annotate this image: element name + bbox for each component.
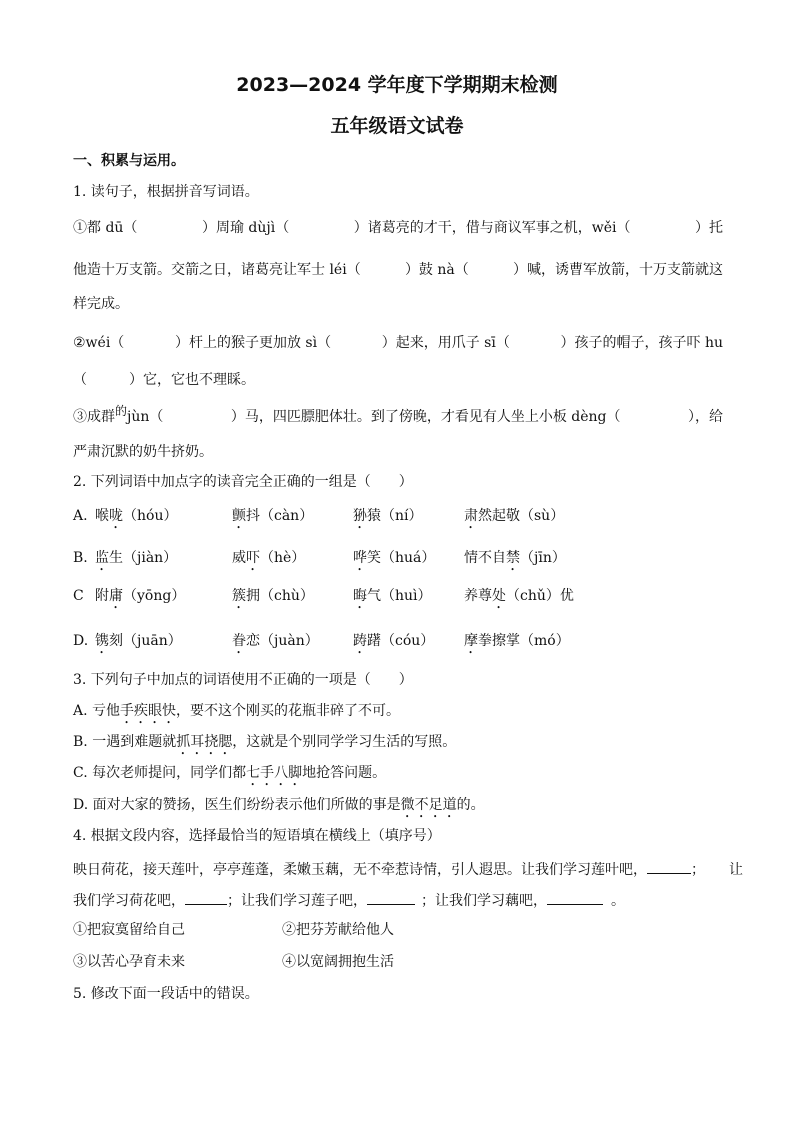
word-text: 抖（càn） <box>246 508 314 524</box>
word-text: （yōng） <box>123 588 186 604</box>
q4-text: ；让我们学习藕吧， <box>421 893 547 909</box>
q2-option-label: C <box>73 588 84 604</box>
q1-superscript-de: 的 <box>115 404 128 418</box>
q2-word <box>232 631 319 657</box>
word-text: 拳擦掌（mó） <box>478 633 570 649</box>
word-text: （hè） <box>260 550 306 566</box>
dotted-phrase: 微不足道 <box>400 797 457 813</box>
q2-word <box>95 506 177 532</box>
answer-blank[interactable] <box>547 890 603 905</box>
q2-option-label: A. <box>73 508 88 524</box>
q1-text: 他造十万支箭。交箭之日，诸葛亮让军士 léi（ <box>73 262 361 278</box>
word-text: 威 <box>232 550 246 566</box>
q4-choice-3: ③以苦心孕育未来 <box>73 954 185 970</box>
q4-text: 。 <box>611 893 625 909</box>
answer-blank[interactable] <box>185 890 227 905</box>
dotted-character: 簇 <box>232 588 246 604</box>
dotted-character: 哗 <box>353 550 367 566</box>
q3-option <box>73 763 386 789</box>
q4-text: ； <box>691 862 705 878</box>
word-text: （jīn） <box>520 550 566 566</box>
q1-text: ）托 <box>694 220 723 236</box>
word-text: 生（jiàn） <box>109 550 178 566</box>
dotted-character: 眷 <box>232 633 246 649</box>
word-text: 情不自 <box>464 550 506 566</box>
word-text: 附 <box>95 588 109 604</box>
q2-word <box>464 586 574 612</box>
option-text: 地抢答问题。 <box>302 765 387 781</box>
q4-text: 我们学习荷花吧， <box>73 893 185 909</box>
q3-option <box>73 732 456 758</box>
q1-para2-line1 <box>73 333 723 353</box>
q2-word <box>95 548 177 574</box>
option-text: B. 一遇到难题就 <box>73 734 177 750</box>
q2-word <box>232 586 314 612</box>
q1-para2-line2: （ ）它，它也不理睬。 <box>73 372 255 388</box>
q4-choice-2: ②把芬芳献给他人 <box>282 922 394 938</box>
dotted-phrase: 抓耳挠腮 <box>176 734 233 750</box>
word-text: 拥（chù） <box>246 588 314 604</box>
q1-para3-line2: 严肃沉默的奶牛挤奶。 <box>73 444 213 460</box>
q2-word <box>232 506 313 532</box>
option-text: ，这就是个别同学学习生活的写照。 <box>232 734 457 750</box>
q1-para1-line2 <box>73 260 723 280</box>
exam-subtitle: 五年级语文试卷 <box>330 115 464 137</box>
q2-word <box>353 631 434 657</box>
q3-option <box>73 701 400 727</box>
word-text: 恋（juàn） <box>246 633 319 649</box>
option-text: D. 面对大家的赞扬，医生们纷纷表示他们所做的事是 <box>73 797 401 813</box>
q1-text: ），给 <box>687 409 723 425</box>
q1-text: ）喊，诱曹军放箭，十万支箭就这 <box>513 262 723 278</box>
dotted-character: 禁 <box>506 550 520 566</box>
option-text: C. 每次老师提问，同学们都 <box>73 765 247 781</box>
word-text: 然起敬（sù） <box>478 508 565 524</box>
q2-option-label: B. <box>73 550 88 566</box>
dotted-phrase: 七手八脚 <box>246 765 303 781</box>
word-text: 躇（cóu） <box>367 633 435 649</box>
word-text: （chǔ）优 <box>506 588 574 604</box>
dotted-character: 狲 <box>353 508 367 524</box>
q5-prompt: 5. 修改下面一段话中的错误。 <box>73 986 259 1002</box>
q4-text: 让 <box>729 862 743 878</box>
q1-text-a: ③成群 <box>73 409 115 425</box>
q4-line1 <box>73 859 743 880</box>
q1-text: ）周瑜 dùjì（ <box>201 220 290 236</box>
dotted-character: 处 <box>492 588 506 604</box>
q1-text <box>73 404 164 427</box>
q3-prompt: 3. 下列句子中加点的词语使用不正确的一项是（ ） <box>73 672 413 688</box>
dotted-character: 摩 <box>464 633 478 649</box>
q2-word <box>353 586 432 612</box>
answer-blank[interactable] <box>647 859 691 874</box>
dotted-character: 咙 <box>109 508 123 524</box>
word-text: （hóu） <box>123 508 178 524</box>
q1-prompt: 1. 读句子，根据拼音写词语。 <box>73 184 259 200</box>
word-text: 喉 <box>95 508 109 524</box>
q2-word <box>232 548 305 574</box>
q2-word <box>95 586 185 612</box>
q2-word <box>353 506 423 532</box>
q2-prompt: 2. 下列词语中加点字的读音完全正确的一组是（ ） <box>73 474 413 490</box>
q4-choice-4: ④以宽阔拥抱生活 <box>282 954 394 970</box>
option-text: 的。 <box>456 797 485 813</box>
q2-word <box>464 631 570 657</box>
dotted-phrase: 手疾眼快 <box>120 703 177 719</box>
dotted-character: 颤 <box>232 508 246 524</box>
word-text: 刻（juān） <box>109 633 182 649</box>
q1-para3-line1 <box>73 404 723 427</box>
q1-para1-line3: 样完成。 <box>73 296 129 312</box>
q2-word <box>464 506 564 532</box>
q2-word <box>464 548 566 574</box>
q1-text: ）孩子的帽子，孩子吓 hu <box>560 335 723 351</box>
q1-text: ）诸葛亮的才干，借与商议军事之机，wěi（ <box>353 220 631 236</box>
word-text: 养尊 <box>464 588 492 604</box>
q2-option-label: D. <box>73 633 89 649</box>
word-text: 猿（ní） <box>367 508 423 524</box>
exam-title: 2023—2024 学年度下学期期末检测 <box>236 74 558 96</box>
dotted-character: 肃 <box>464 508 478 524</box>
option-text: A. 亏他 <box>73 703 121 719</box>
section-heading: 一、积累与运用。 <box>73 153 185 169</box>
option-text: ，要不这个刚买的花瓶非碎了不可。 <box>176 703 401 719</box>
answer-blank[interactable] <box>367 890 415 905</box>
q4-line2 <box>73 890 625 911</box>
q1-text-b: jùn（ <box>127 409 164 425</box>
q2-word <box>353 548 435 574</box>
dotted-character: 镌 <box>95 633 109 649</box>
q1-text: ）起来，用爪子 sī（ <box>381 335 510 351</box>
dotted-character: 踌 <box>353 633 367 649</box>
q1-text: ）鼓 nà（ <box>404 262 469 278</box>
q2-word <box>95 631 182 657</box>
q1-para1-line1 <box>73 218 723 238</box>
q4-text: ；让我们学习莲子吧， <box>227 893 367 909</box>
q1-text: ②wéi（ <box>73 335 125 351</box>
dotted-character: 庸 <box>109 588 123 604</box>
q1-text: ①都 dū（ <box>73 220 138 236</box>
q4-prompt: 4. 根据文段内容，选择最恰当的短语填在横线上（填序号） <box>73 828 441 844</box>
q4-choice-1: ①把寂寞留给自己 <box>73 922 185 938</box>
q1-text: ）马，四匹膘肥体壮。到了傍晚，才看见有人坐上小板 dèng（ <box>230 409 621 425</box>
dotted-character: 晦 <box>353 588 367 604</box>
word-text: 气（huì） <box>367 588 432 604</box>
dotted-character: 监 <box>95 550 109 566</box>
q4-text: 映日荷花，接天莲叶，亭亭莲蓬，柔嫩玉藕，无不牵惹诗情，引人遐思。让我们学习莲叶吧， <box>73 862 647 878</box>
q1-text: ）杆上的猴子更加放 sì（ <box>174 335 332 351</box>
word-text: 笑（huá） <box>367 550 436 566</box>
dotted-character: 吓 <box>246 550 260 566</box>
q3-option <box>73 795 485 821</box>
